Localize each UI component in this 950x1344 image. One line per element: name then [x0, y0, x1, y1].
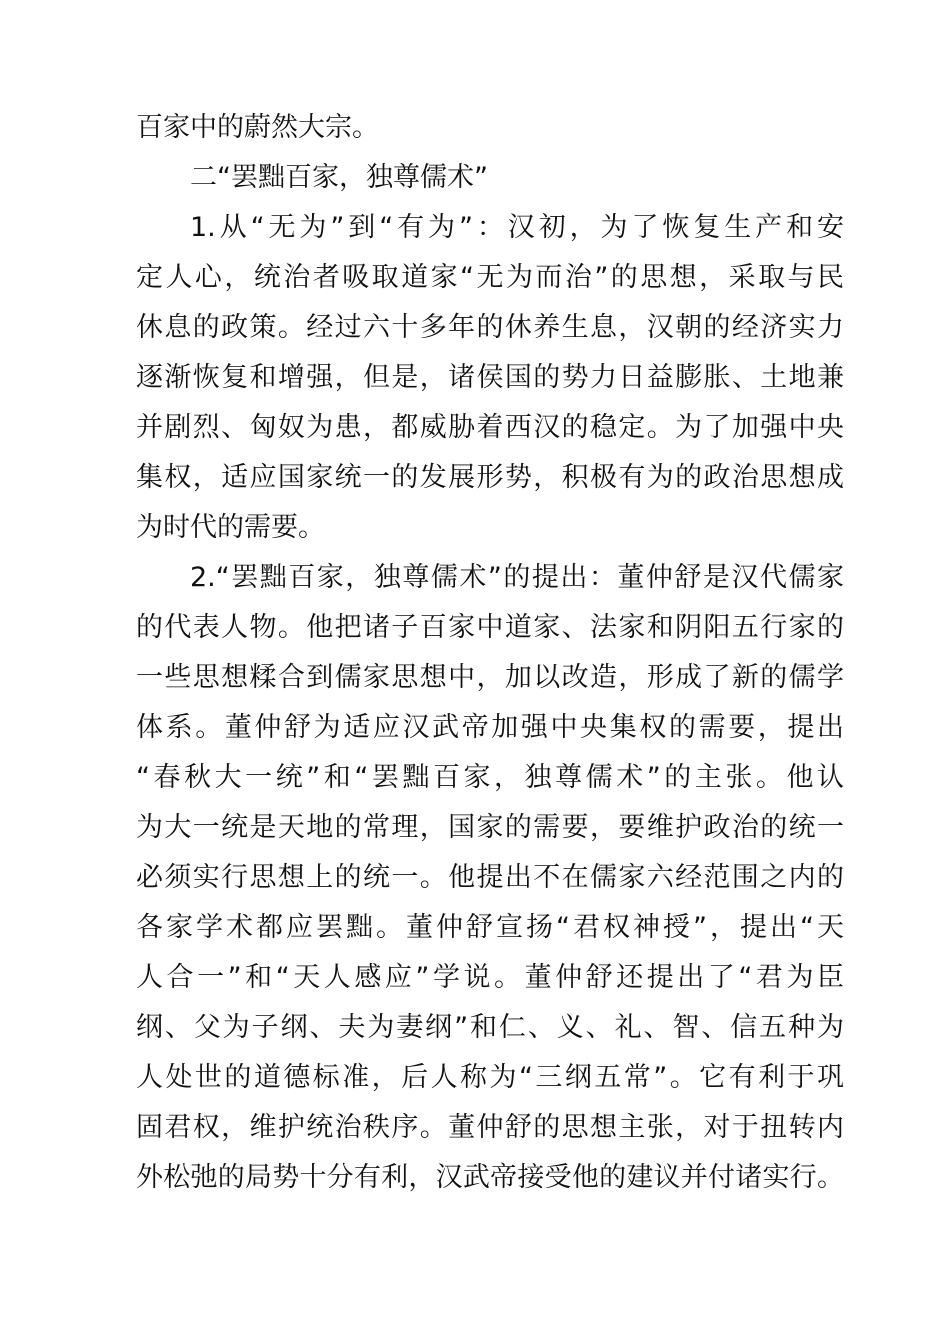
text-line: 人合一”和“天人感应”学说。董仲舒还提出了“君为臣	[136, 962, 844, 993]
text-line: 一些思想糅合到儒家思想中，加以改造，形成了新的儒学	[136, 662, 844, 693]
text-line: 2.“罢黜百家，独尊儒术”的提出：董仲舒是汉代儒家	[190, 562, 844, 593]
text-line: 集权，适应国家统一的发展形势，积极有为的政治思想成	[136, 462, 844, 493]
text-line: 并剧烈、匈奴为患，都威胁着西汉的稳定。为了加强中央	[136, 412, 844, 443]
text-line: 纲、父为子纲、夫为妻纲”和仁、义、礼、智、信五种为	[136, 1012, 844, 1043]
text-line: 外松弛的局势十分有利，汉武帝接受他的建议并付诸实行。	[136, 1162, 844, 1193]
text-line: 为大一统是天地的常理，国家的需要，要维护政治的统一	[136, 812, 844, 843]
text-line: 百家中的蔚然大宗。	[136, 112, 379, 143]
text-line: 休息的政策。经过六十多年的休养生息，汉朝的经济实力	[136, 312, 844, 343]
text-line: 人处世的道德标准，后人称为“三纲五常”。它有利于巩	[136, 1062, 844, 1093]
text-line: 逐渐恢复和增强，但是，诸侯国的势力日益膨胀、土地兼	[136, 362, 844, 393]
document-body	[136, 103, 844, 1203]
text-line: 为时代的需要。	[136, 512, 325, 543]
text-line: 各家学术都应罢黜。董仲舒宣扬“君权神授”，提出“天	[136, 912, 844, 943]
text-line: 必须实行思想上的统一。他提出不在儒家六经范围之内的	[136, 862, 844, 893]
text-line: “春秋大一统”和“罢黜百家，独尊儒术”的主张。他认	[136, 762, 844, 793]
text-line: 1.从“无为”到“有为”：汉初，为了恢复生产和安	[190, 212, 844, 243]
text-line: 体系。董仲舒为适应汉武帝加强中央集权的需要，提出	[136, 712, 844, 743]
text-line: 固君权，维护统治秩序。董仲舒的思想主张，对于扭转内	[136, 1112, 844, 1143]
text-line: 的代表人物。他把诸子百家中道家、法家和阴阳五行家的	[136, 612, 844, 643]
text-line: 定人心，统治者吸取道家“无为而治”的思想，采取与民	[136, 262, 844, 293]
text-line: 二“罢黜百家，独尊儒术”	[190, 162, 488, 193]
